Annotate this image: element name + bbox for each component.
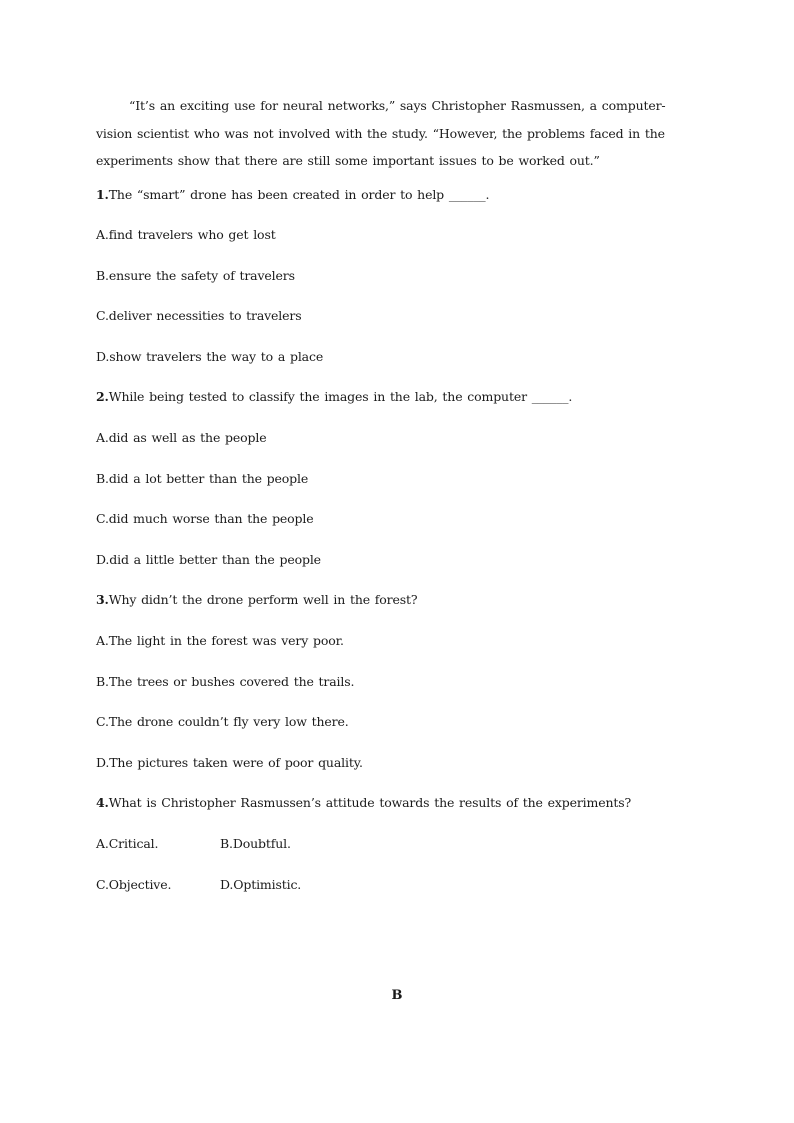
option-a: A.The light in the forest was very poor. <box>96 633 344 649</box>
question-number: 2. <box>96 389 109 405</box>
question-3 <box>96 580 696 783</box>
option-c: C.did much worse than the people <box>96 511 314 527</box>
question-text: What is Christopher Rasmussen’s attitude towards the results of the experiments? <box>108 795 632 811</box>
question-number: 3. <box>96 592 109 608</box>
document-page <box>96 92 696 905</box>
question-number: 4. <box>96 795 109 811</box>
option-c: C.Objective. <box>96 876 172 892</box>
option-d: D.The pictures taken were of poor quality. <box>96 754 363 770</box>
passage-paragraph: “It’s an exciting use for neural networks,” says Christopher Rasmussen, a computer-vision scientist who was not involved with the study. “However, the problems faced in the experiments show that there are still some important issues to be worked out.” <box>96 98 666 168</box>
option-row <box>96 824 696 865</box>
question-stem <box>96 783 696 824</box>
question-text: While being tested to classify the images in the lab, the computer ______. <box>108 389 573 405</box>
option-b: B.Doubtful. <box>220 836 291 851</box>
option-b: B.ensure the safety of travelers <box>96 267 295 283</box>
question-1 <box>96 175 696 378</box>
option-c: C.The drone couldn’t fly very low there. <box>96 714 349 730</box>
question-number: 1. <box>96 186 109 202</box>
question-stem <box>96 377 696 418</box>
option-d: D.did a little better than the people <box>96 551 321 567</box>
option-d: D.Optimistic. <box>220 876 302 892</box>
question-2 <box>96 377 696 580</box>
option-b: B.did a lot better than the people <box>96 470 309 486</box>
option-b: B.The trees or bushes covered the trails. <box>96 673 355 689</box>
question-stem <box>96 175 696 216</box>
question-text: The “smart” drone has been created in order to help ______. <box>108 186 490 202</box>
question-text: Why didn’t the drone perform well in the forest? <box>108 592 418 608</box>
section-heading: B <box>391 988 403 1003</box>
option-c: C.deliver necessities to travelers <box>96 308 302 324</box>
option-a: A.find travelers who get lost <box>96 227 276 243</box>
question-stem <box>96 580 696 621</box>
option-a: A.Critical. <box>96 836 159 851</box>
option-d: D.show travelers the way to a place <box>96 348 324 364</box>
question-4 <box>96 783 696 905</box>
option-a: A.did as well as the people <box>96 430 267 446</box>
option-row <box>96 865 696 906</box>
